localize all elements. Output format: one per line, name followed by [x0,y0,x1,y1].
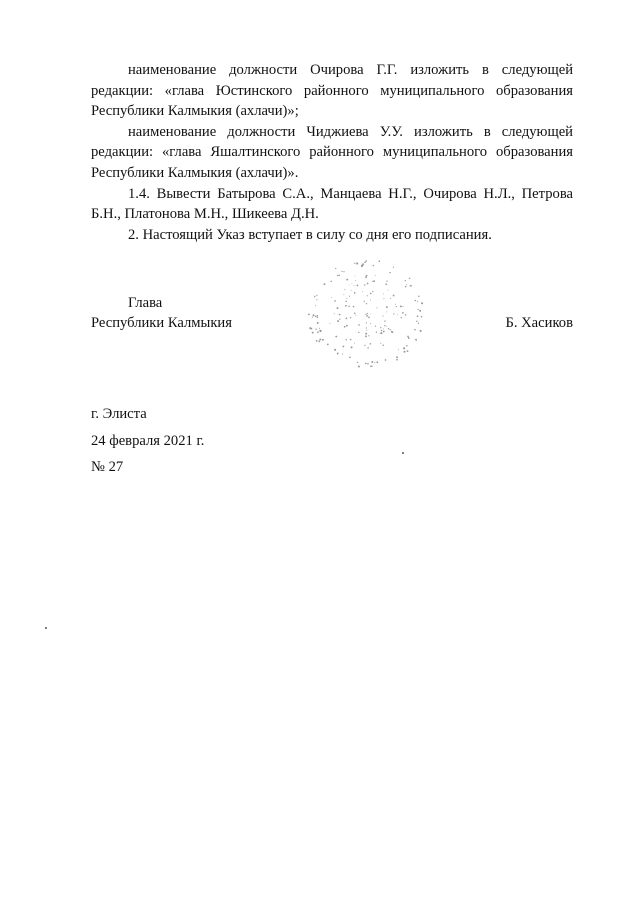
seal-dots [308,260,423,367]
signature-office: Республики Калмыкия [91,315,232,331]
document-place: г. Элиста [91,406,147,422]
document-number: № 27 [91,459,124,475]
decree-body [91,60,573,245]
paragraph-chidzhiev: наименование должности Чиджиева У.У. изложить в следующей редакции: «глава Яшалтинского районного муниципального образования Республики Калмыкия (ахлачи)». [91,123,573,181]
document-date: 24 февраля 2021 г. [91,432,205,449]
signer-name: Б. Хасиков [505,315,573,331]
scan-speck [45,627,47,629]
place-date-number [91,401,204,481]
signature-title: Глава [128,295,163,311]
paragraph-effective-date: 2. Настоящий Указ вступает в силу со дня его подписания. [128,226,492,243]
paragraph-dismissal: 1.4. Вывести Батырова С.А., Манцаева Н.Г., Очирова Н.Л., Петрова Б.Н., Платонова М.Н., Шикеева Д.Н. [91,185,573,223]
paragraph-ochirov: наименование должности Очирова Г.Г. изложить в следующей редакции: «глава Юстинского районного муниципального образования Республики Калмыкия (ахлачи)»; [91,62,573,120]
scan-speck [402,452,404,454]
official-seal-stamp [300,252,432,374]
